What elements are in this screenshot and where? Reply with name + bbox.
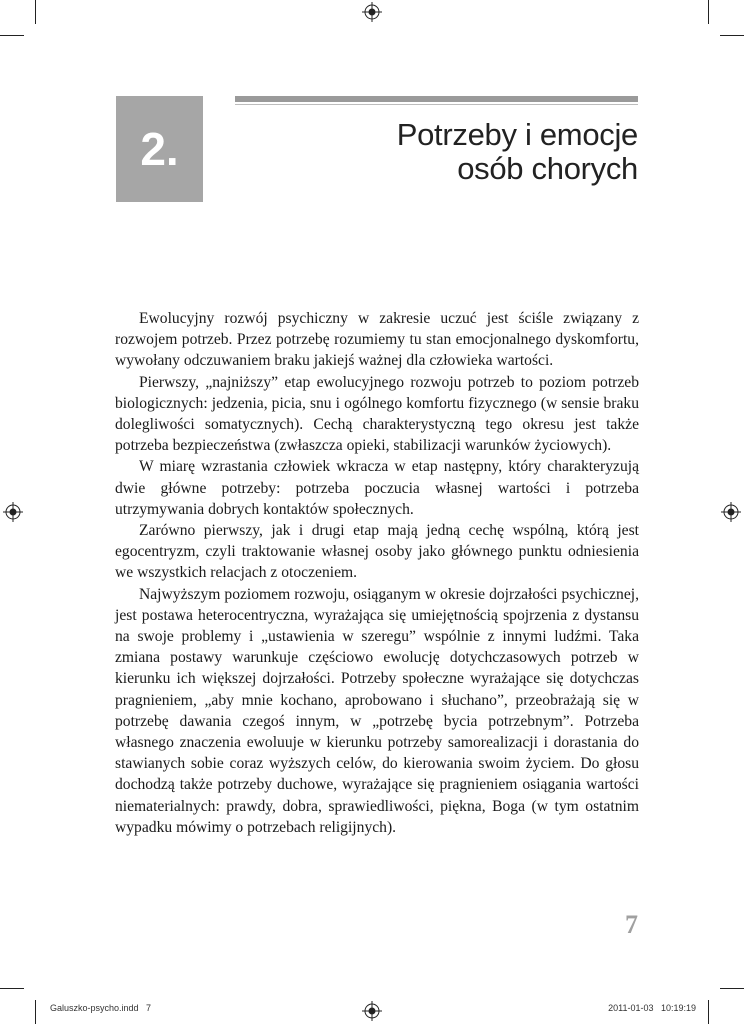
crop-mark-bottom-right-vertical bbox=[708, 1000, 709, 1024]
crop-mark-bottom-left-vertical bbox=[35, 1000, 36, 1024]
crop-mark-top-right-vertical bbox=[708, 0, 709, 24]
registration-mark-bottom-icon bbox=[362, 1001, 382, 1021]
registration-mark-top-icon bbox=[362, 2, 382, 22]
slug-file-info: Galuszko-psycho.indd 7 bbox=[50, 1003, 152, 1013]
chapter-number-box: 2. bbox=[116, 96, 203, 202]
paragraph: Najwyższym poziomem rozwoju, osiąganym w okresie dojrzałości psychicznej, jest postawa heterocentryczna, wyrażająca się umiejętnością spojrzenia z dystansu na swoje problemy i „ustawienia w szeregu” wspólnie z innymi ludźmi. Taka zmiana postawy warunkuje częściowo ewolucję dotychczasowych potrzeb w kierunku ich większej dojrzałości. Potrzeby społeczne wyrażające się dotychczas pragnieniem, „aby mnie kochano, aprobowano i słuchano”, przeobrażają się w potrzebę dawania czegoś innym, w „potrzebę bycia potrzebnym”. Potrzeba własnego znaczenia ewoluuje w kierunku potrzeby samorealizacji i dorastania do stawianych sobie coraz wyższych celów, do kierowania swoim życiem. Do głosu dochodzą także potrzeby duchowe, wyrażające się pragnieniem osiągania wartości niematerialnych: prawdy, dobra, sprawiedliwości, piękna, Boga (w tym ostatnim wypadku mówimy o potrzebach religijnych). bbox=[115, 585, 639, 836]
paragraph: Zarówno pierwszy, jak i drugi etap mają jedną cechę wspólną, którą jest egocentryzm, czyli traktowanie własnej osoby jako głównego punktu odniesienia we wszystkich relacjach z otoczeniem. bbox=[115, 522, 639, 582]
chapter-rule-thin bbox=[235, 104, 638, 105]
crop-mark-bottom-right-horizontal bbox=[720, 988, 744, 989]
chapter-title-line-1: Potrzeby i emocje bbox=[396, 117, 638, 152]
crop-mark-bottom-left-horizontal bbox=[0, 988, 24, 989]
page-number: 7 bbox=[625, 910, 638, 939]
crop-mark-top-left-horizontal bbox=[0, 35, 24, 36]
registration-mark-right-icon bbox=[721, 502, 741, 522]
paragraph: Ewolucyjny rozwój psychiczny w zakresie uczuć jest ściśle związany z rozwojem potrzeb. Przez potrzebę rozumiemy tu stan emocjonalnego dyskomfortu, wywołany odczuwaniem braku jakiejś ważnej dla człowieka wartości. bbox=[115, 310, 639, 370]
paragraph: Pierwszy, „najniższy” etap ewolucyjnego rozwoju potrzeb to poziom potrzeb biologicznych: jedzenia, picia, snu i ogólnego komfortu fizycznego (w sensie braku dolegliwości somatycznych). Cechą charakterystyczną tego okresu jest także potrzeba bezpieczeństwa (zwłaszcza opieki, stabilizacji warunków życiowych). bbox=[115, 373, 639, 455]
registration-mark-left-icon bbox=[3, 502, 23, 522]
slug-date-info: 2011-01-03 10:19:19 bbox=[608, 1003, 696, 1013]
paragraph: W miarę wzrastania człowiek wkracza w etap następny, który charakteryzują dwie główne potrzeby: potrzeba poczucia własnej wartości i potrzeba utrzymywania dobrych kontaktów społecznych. bbox=[115, 458, 639, 518]
crop-mark-top-left-vertical bbox=[35, 0, 36, 24]
chapter-title-line-2: osób chorych bbox=[457, 151, 638, 186]
crop-mark-top-right-horizontal bbox=[720, 35, 744, 36]
body-text bbox=[115, 308, 639, 838]
chapter-title bbox=[218, 118, 638, 186]
chapter-rule bbox=[235, 96, 638, 102]
